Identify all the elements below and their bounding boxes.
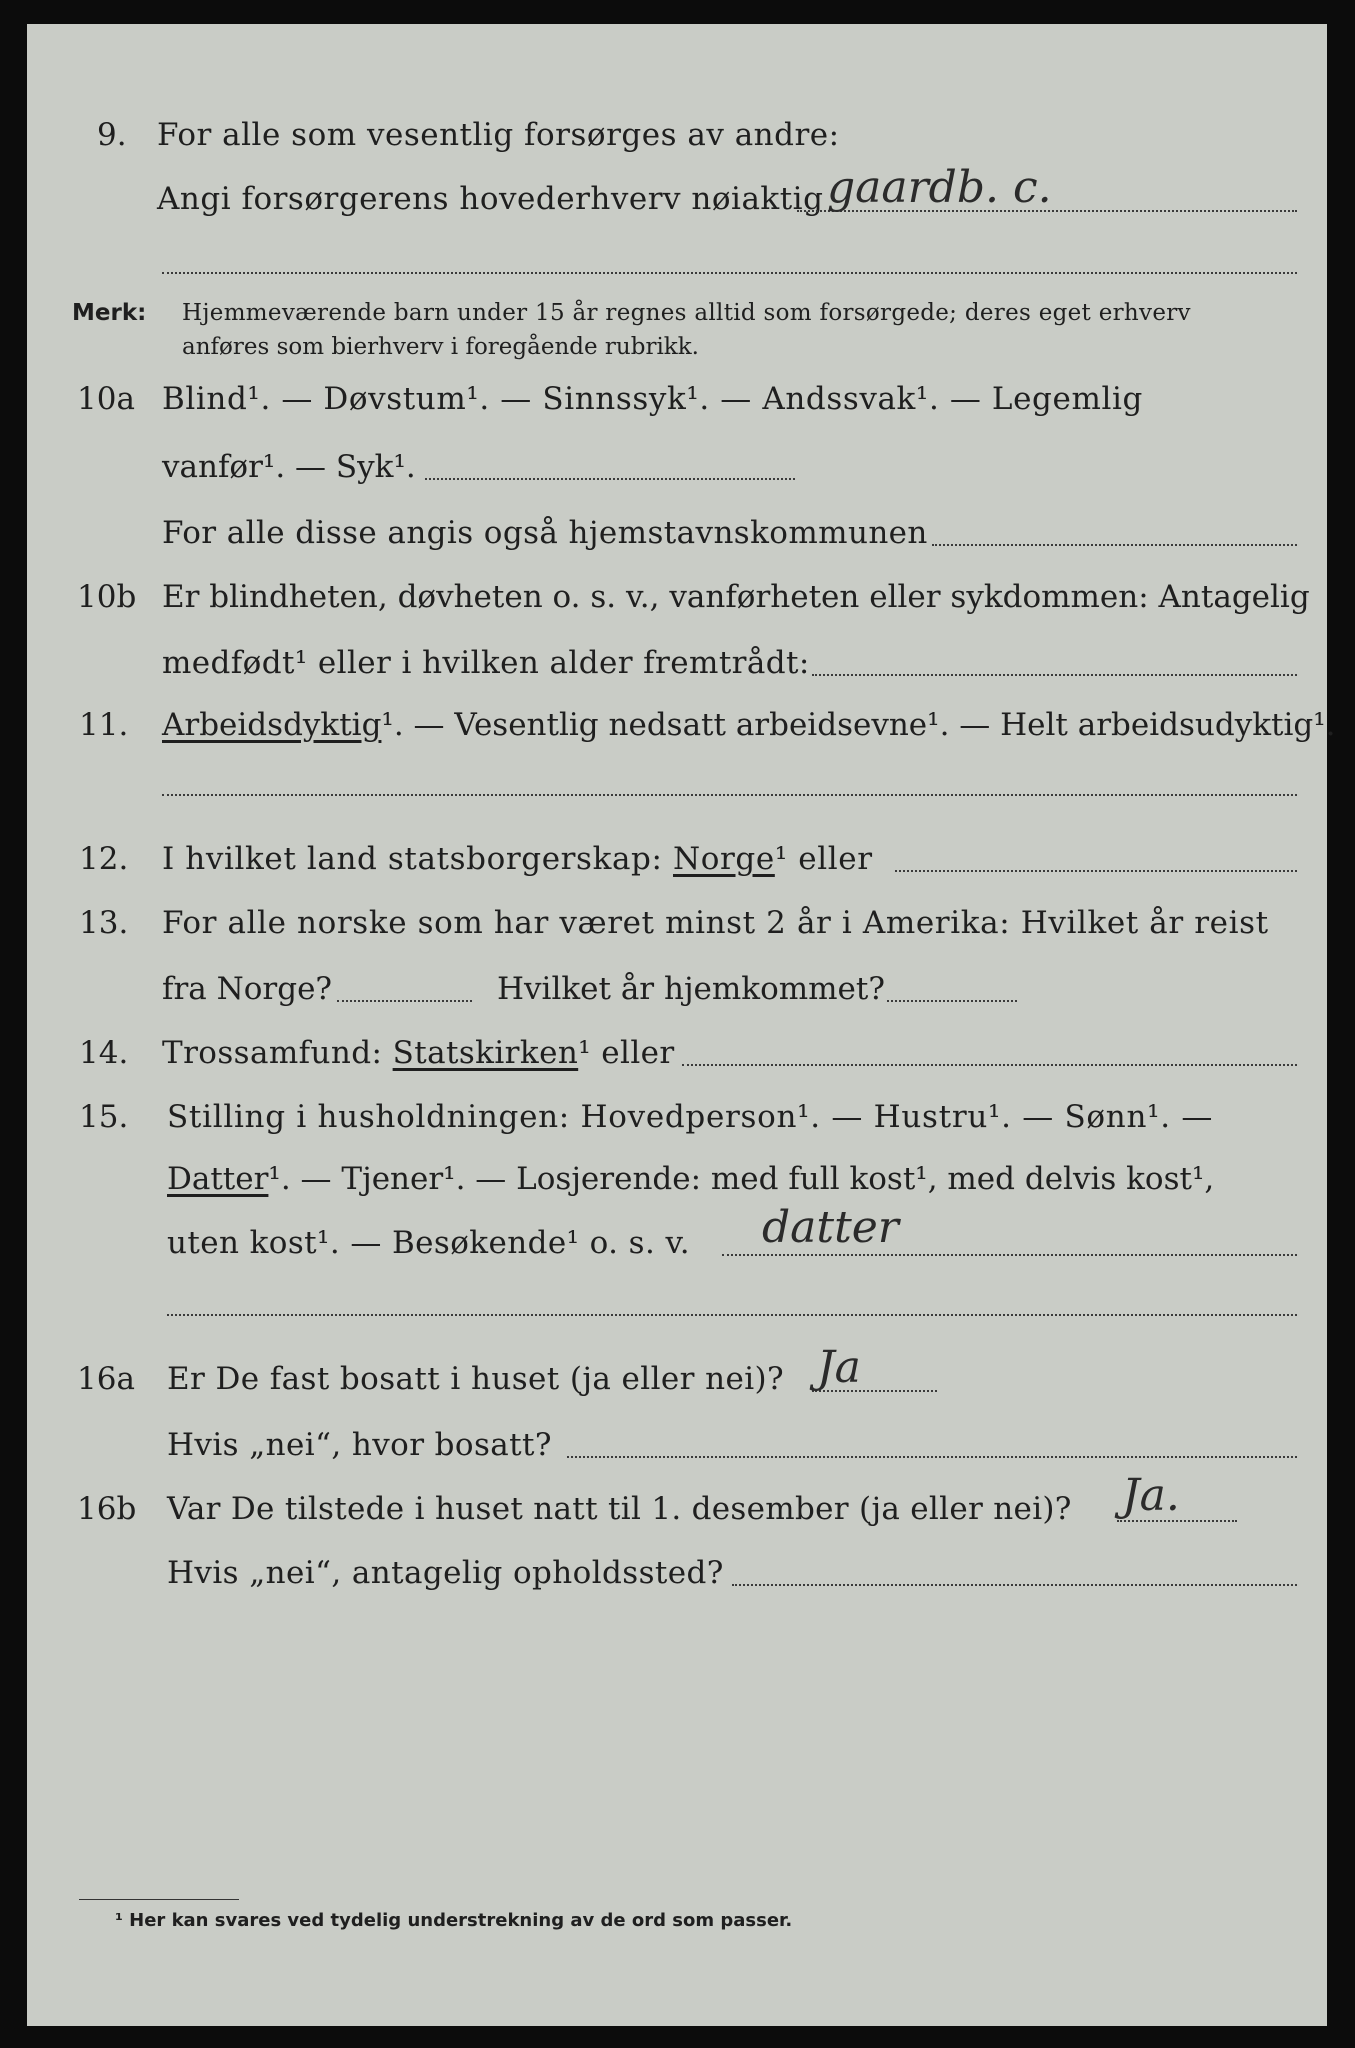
q16a-residence-line bbox=[567, 1456, 1297, 1458]
q16a-line2: Hvis „nei“, hvor bosatt? bbox=[167, 1427, 552, 1463]
q15-line2 bbox=[167, 1161, 1215, 1197]
q10b-number: 10b bbox=[77, 579, 137, 615]
q16b-line2: Hvis „nei“, antagelig opholdssted? bbox=[167, 1555, 724, 1591]
q13-line2a: fra Norge? bbox=[162, 971, 333, 1007]
q10a-line3: For alle disse angis også hjemstavnskommunen bbox=[162, 515, 928, 551]
q13-left-year-line bbox=[337, 1000, 472, 1002]
q10b-age-line bbox=[812, 674, 1297, 676]
q10b-line1: Er blindheten, døvheten o. s. v., vanførheten eller sykdommen: Antagelig bbox=[162, 579, 1310, 615]
q16a-handwritten-answer: Ja bbox=[817, 1342, 861, 1393]
census-form-page bbox=[27, 24, 1336, 2026]
q13-return-year-line bbox=[887, 1000, 1017, 1002]
q9-line2: Angi forsørgerens hovederhverv nøiaktig bbox=[157, 181, 824, 217]
q11-extra-line bbox=[162, 794, 1297, 796]
q12-text bbox=[162, 841, 873, 877]
q10b-line2: medfødt¹ eller i hvilken alder fremtrådt: bbox=[162, 645, 810, 681]
q10a-line1: Blind¹. — Døvstum¹. — Sinnssyk¹. — Andssvak¹. — Legemlig bbox=[162, 381, 1143, 417]
q15-handwritten-answer: datter bbox=[762, 1202, 899, 1253]
q12-number: 12. bbox=[79, 841, 129, 877]
q16b-handwritten-answer: Ja. bbox=[1122, 1470, 1180, 1521]
q15-number: 15. bbox=[79, 1099, 129, 1135]
q14-underlined-answer: Statskirken bbox=[392, 1035, 579, 1071]
footnote: ¹ Her kan svares ved tydelig understrekning av de ord som passer. bbox=[115, 1910, 793, 1931]
q16b-line1: Var De tilstede i huset natt til 1. desember (ja eller nei)? bbox=[167, 1491, 1072, 1527]
q16a-line1: Er De fast bosatt i huset (ja eller nei)? bbox=[167, 1361, 785, 1397]
q10a-sick-line bbox=[425, 478, 795, 480]
q14-text bbox=[162, 1035, 675, 1071]
q15-line1: Stilling i husholdningen: Hovedperson¹. — Hustru¹. — Sønn¹. — bbox=[167, 1099, 1214, 1135]
q9-handwritten-answer: gaardb. c. bbox=[827, 162, 1052, 213]
q16b-number: 16b bbox=[77, 1491, 137, 1527]
q15-underlined-answer: Datter bbox=[167, 1161, 269, 1197]
q15-line3: uten kost¹. — Besøkende¹ o. s. v. bbox=[167, 1225, 690, 1261]
q14-number: 14. bbox=[79, 1035, 129, 1071]
footnote-rule bbox=[79, 1899, 239, 1900]
q9-line1: For alle som vesentlig forsørges av andre: bbox=[157, 117, 840, 153]
merk-line1: Hjemmeværende barn under 15 år regnes alltid som forsørgede; deres eget erhverv bbox=[182, 300, 1191, 326]
q15-answer-line bbox=[722, 1254, 1297, 1256]
q16b-whereabouts-line bbox=[732, 1584, 1297, 1586]
q11-number: 11. bbox=[79, 707, 129, 743]
q14-answer-line bbox=[682, 1064, 1297, 1066]
merk-label: Merk: bbox=[72, 300, 147, 326]
q13-number: 13. bbox=[79, 905, 129, 941]
q11-text-rest: ¹. — Vesentlig nedsatt arbeidsevne¹. — Helt arbeidsudyktig¹. bbox=[381, 707, 1336, 743]
merk-line2: anføres som bierhverv i foregående rubrikk. bbox=[182, 334, 699, 360]
q9-extra-line bbox=[162, 272, 1297, 274]
q12-answer-line bbox=[895, 870, 1297, 872]
q14-prefix: Trossamfund: bbox=[162, 1035, 383, 1071]
q13-line2b: Hvilket år hjemkommet? bbox=[497, 971, 885, 1007]
q12-underlined-answer: Norge bbox=[673, 841, 775, 877]
q14-suffix: ¹ eller bbox=[578, 1035, 675, 1071]
q12-prefix: I hvilket land statsborgerskap: bbox=[162, 841, 663, 877]
q16a-number: 16a bbox=[77, 1361, 135, 1397]
q13-line1: For alle norske som har været minst 2 år i Amerika: Hvilket år reist bbox=[162, 905, 1269, 941]
q15-extra-line bbox=[167, 1314, 1297, 1316]
q9-number: 9. bbox=[97, 117, 127, 153]
q11-underlined-answer: Arbeidsdyktig bbox=[162, 707, 382, 743]
q15-line2-rest: ¹. — Tjener¹. — Losjerende: med full kost¹, med delvis kost¹, bbox=[268, 1161, 1215, 1197]
q10a-line2: vanfør¹. — Syk¹. bbox=[162, 449, 416, 485]
q12-suffix: ¹ eller bbox=[774, 841, 873, 877]
q11-text bbox=[162, 707, 1336, 743]
q10a-municipality-line bbox=[932, 544, 1297, 546]
q10a-number: 10a bbox=[77, 381, 135, 417]
